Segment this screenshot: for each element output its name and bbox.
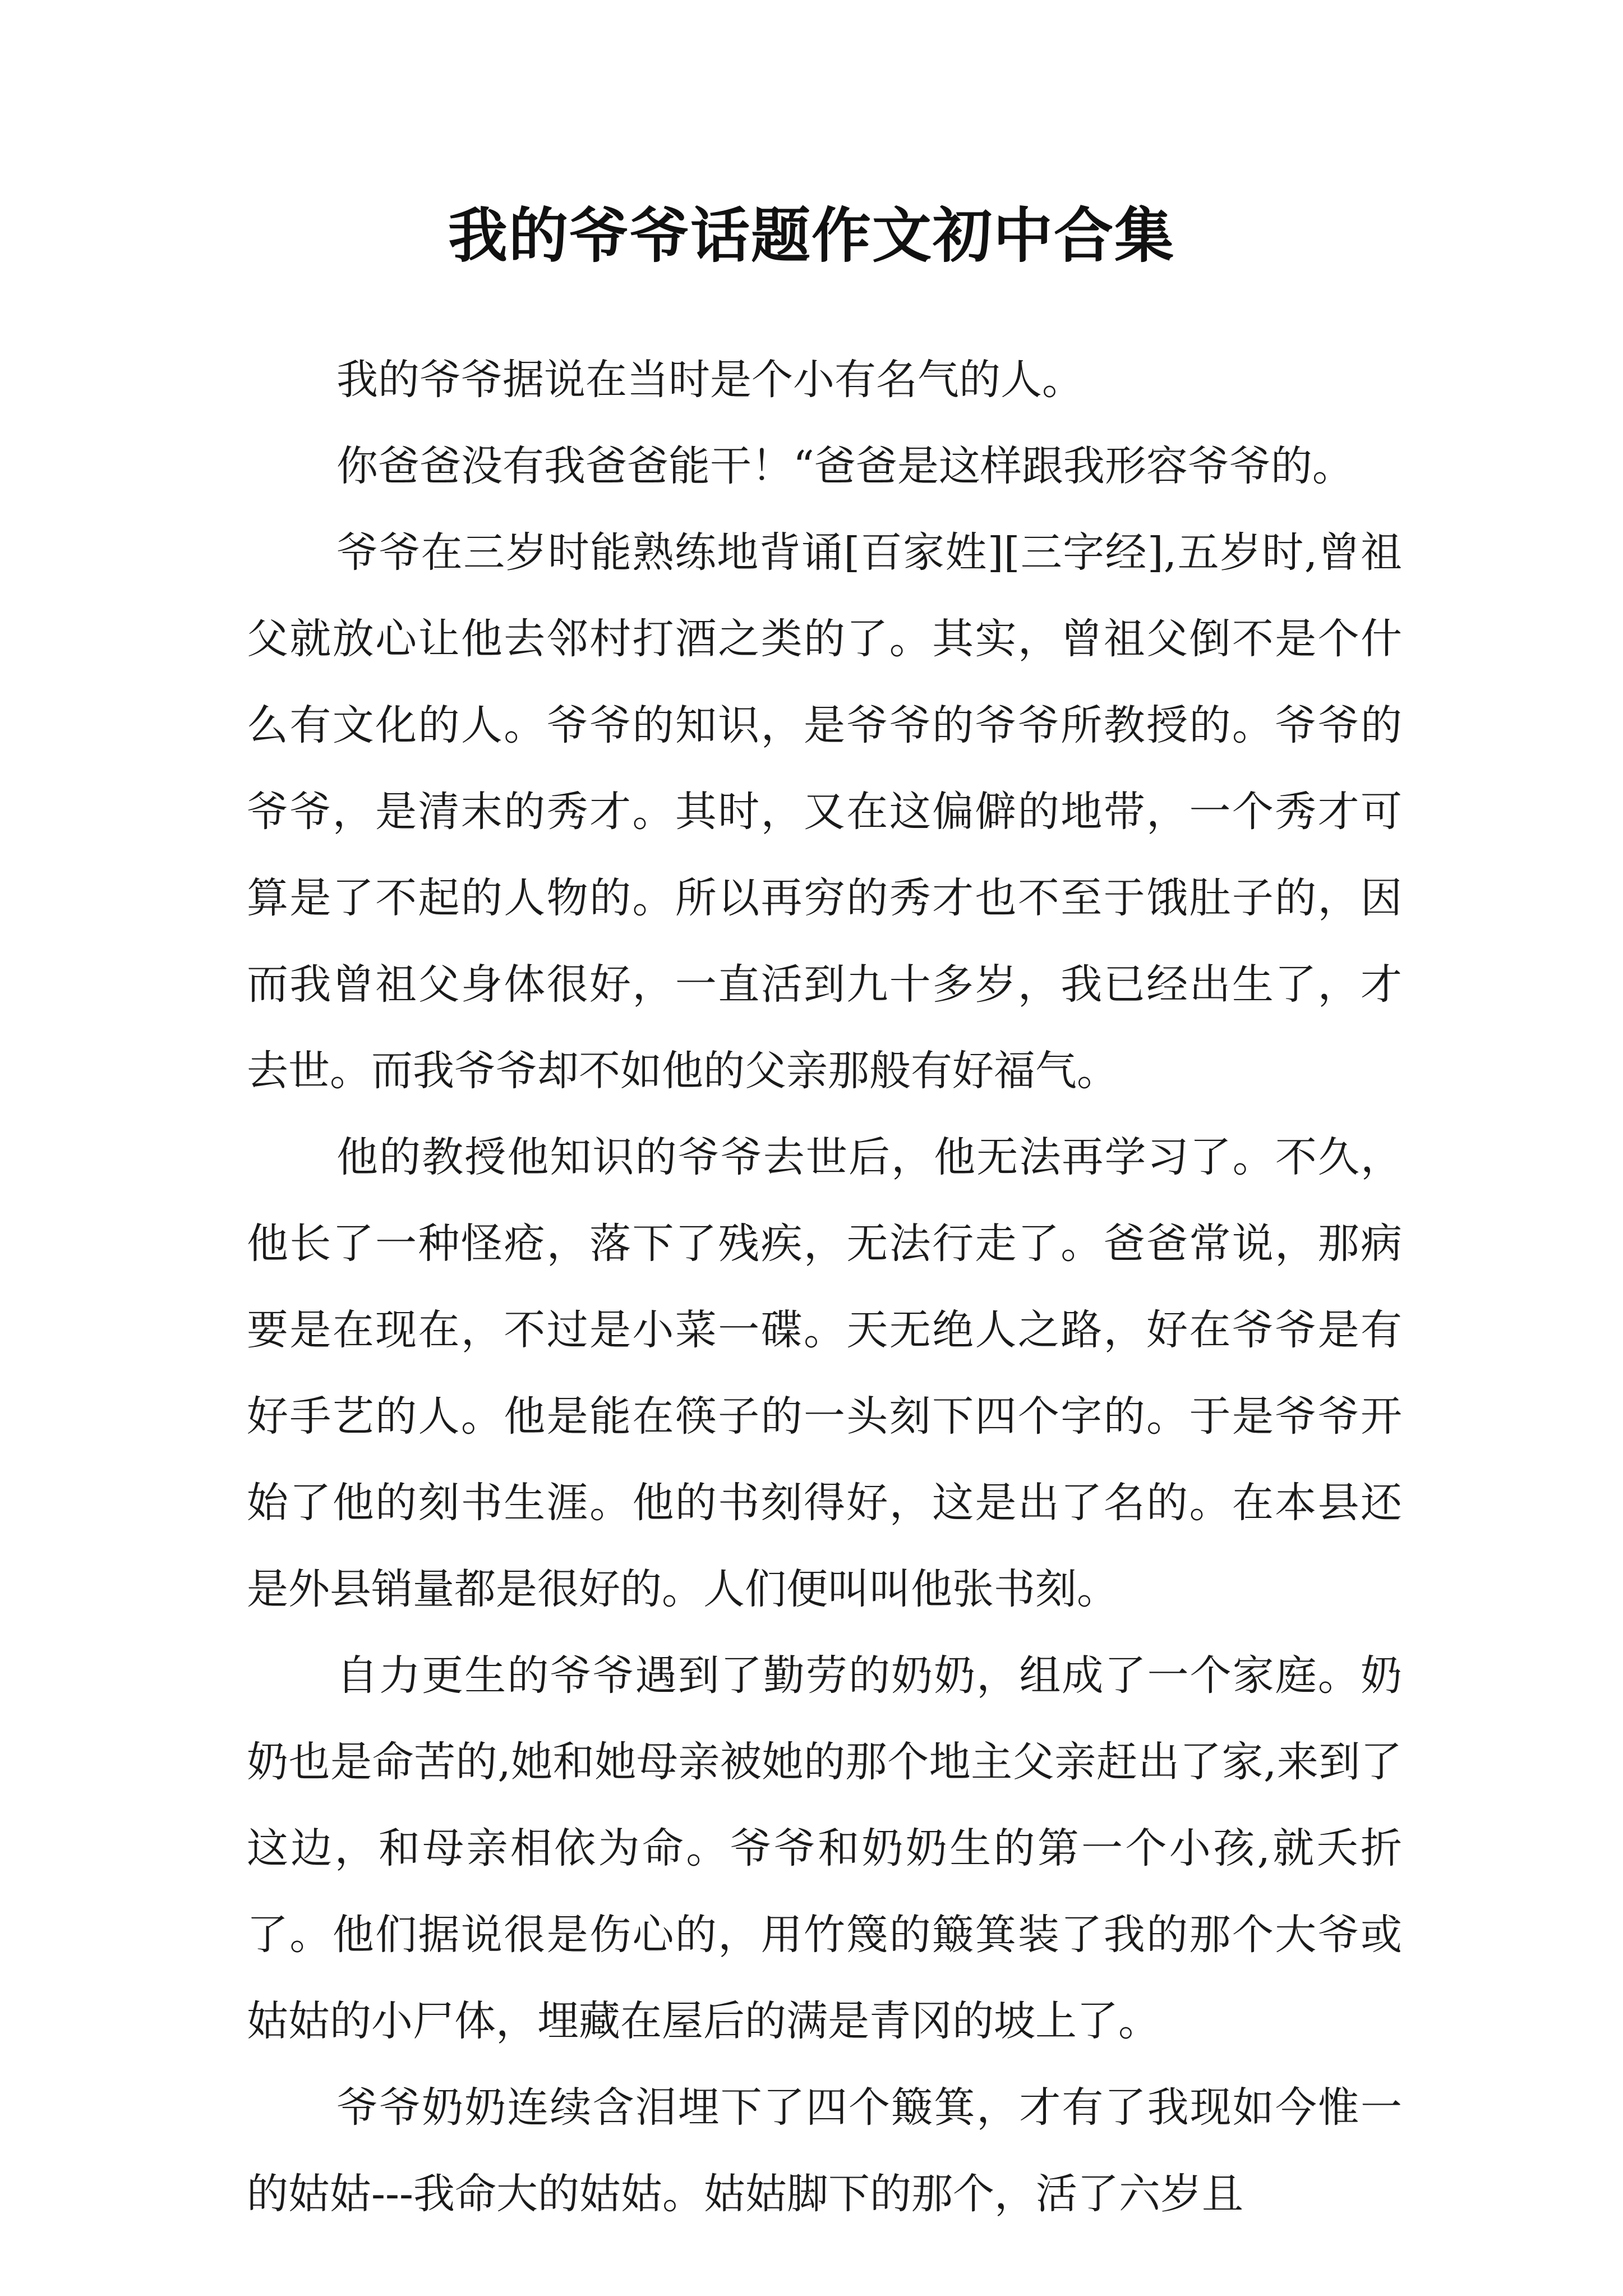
paragraph-4: 他的教授他知识的爷爷去世后，他无法再学习了。不久，他长了一种怪疮，落下了残疾，无法行走了。爸爸常说，那病要是在现在，不过是小菜一碟。天无绝人之路，好在爷爷是有好手艺的人。他是能在筷子的一头刻下四个字的。于是爷爷开始了他的刻书生涯。他的书刻得好，这是出了名的。在本县还是外县销量都是很好的。人们便叫叫他张书刻。	[247, 1133, 1402, 1613]
paragraph-6: 爷爷奶奶连续含泪埋下了四个簸箕，才有了我现如今惟一的姑姑---我命大的姑姑。姑姑脚下的那个，活了六岁且	[247, 2083, 1402, 2218]
document-body	[247, 337, 1402, 2237]
paragraph-1: 我的爷爷据说在当时是个小有名气的人。	[336, 356, 1083, 404]
paragraph-3: 爷爷在三岁时能熟练地背诵[百家姓][三字经],五岁时,曾祖父就放心让他去邻村打酒之类的了。其实，曾祖父倒不是个什么有文化的人。爷爷的知识，是爷爷的爷爷所教授的。爷爷的爷爷，是清末的秀才。其时，又在这偏僻的地带，一个秀才可算是了不起的人物的。所以再穷的秀才也不至于饿肚子的，因而我曾祖父身体很好，一直活到九十多岁，我已经出生了，才去世。而我爷爷却不如他的父亲那般有好福气。	[247, 528, 1402, 1095]
document-title: 我的爷爷话题作文初中合集	[448, 200, 1175, 270]
paragraph-2: 你爸爸没有我爸爸能干！“爸爸是这样跟我形容爷爷的。	[336, 442, 1354, 490]
paragraph-5: 自力更生的爷爷遇到了勤劳的奶奶，组成了一个家庭。奶奶也是命苦的,她和她母亲被她的那个地主父亲赶出了家,来到了这边，和母亲相依为命。爷爷和奶奶生的第一个小孩,就夭折了。他们据说很是伤心的，用竹篾的簸箕装了我的那个大爷或姑姑的小尸体，埋藏在屋后的满是青冈的坡上了。	[247, 1651, 1402, 2045]
